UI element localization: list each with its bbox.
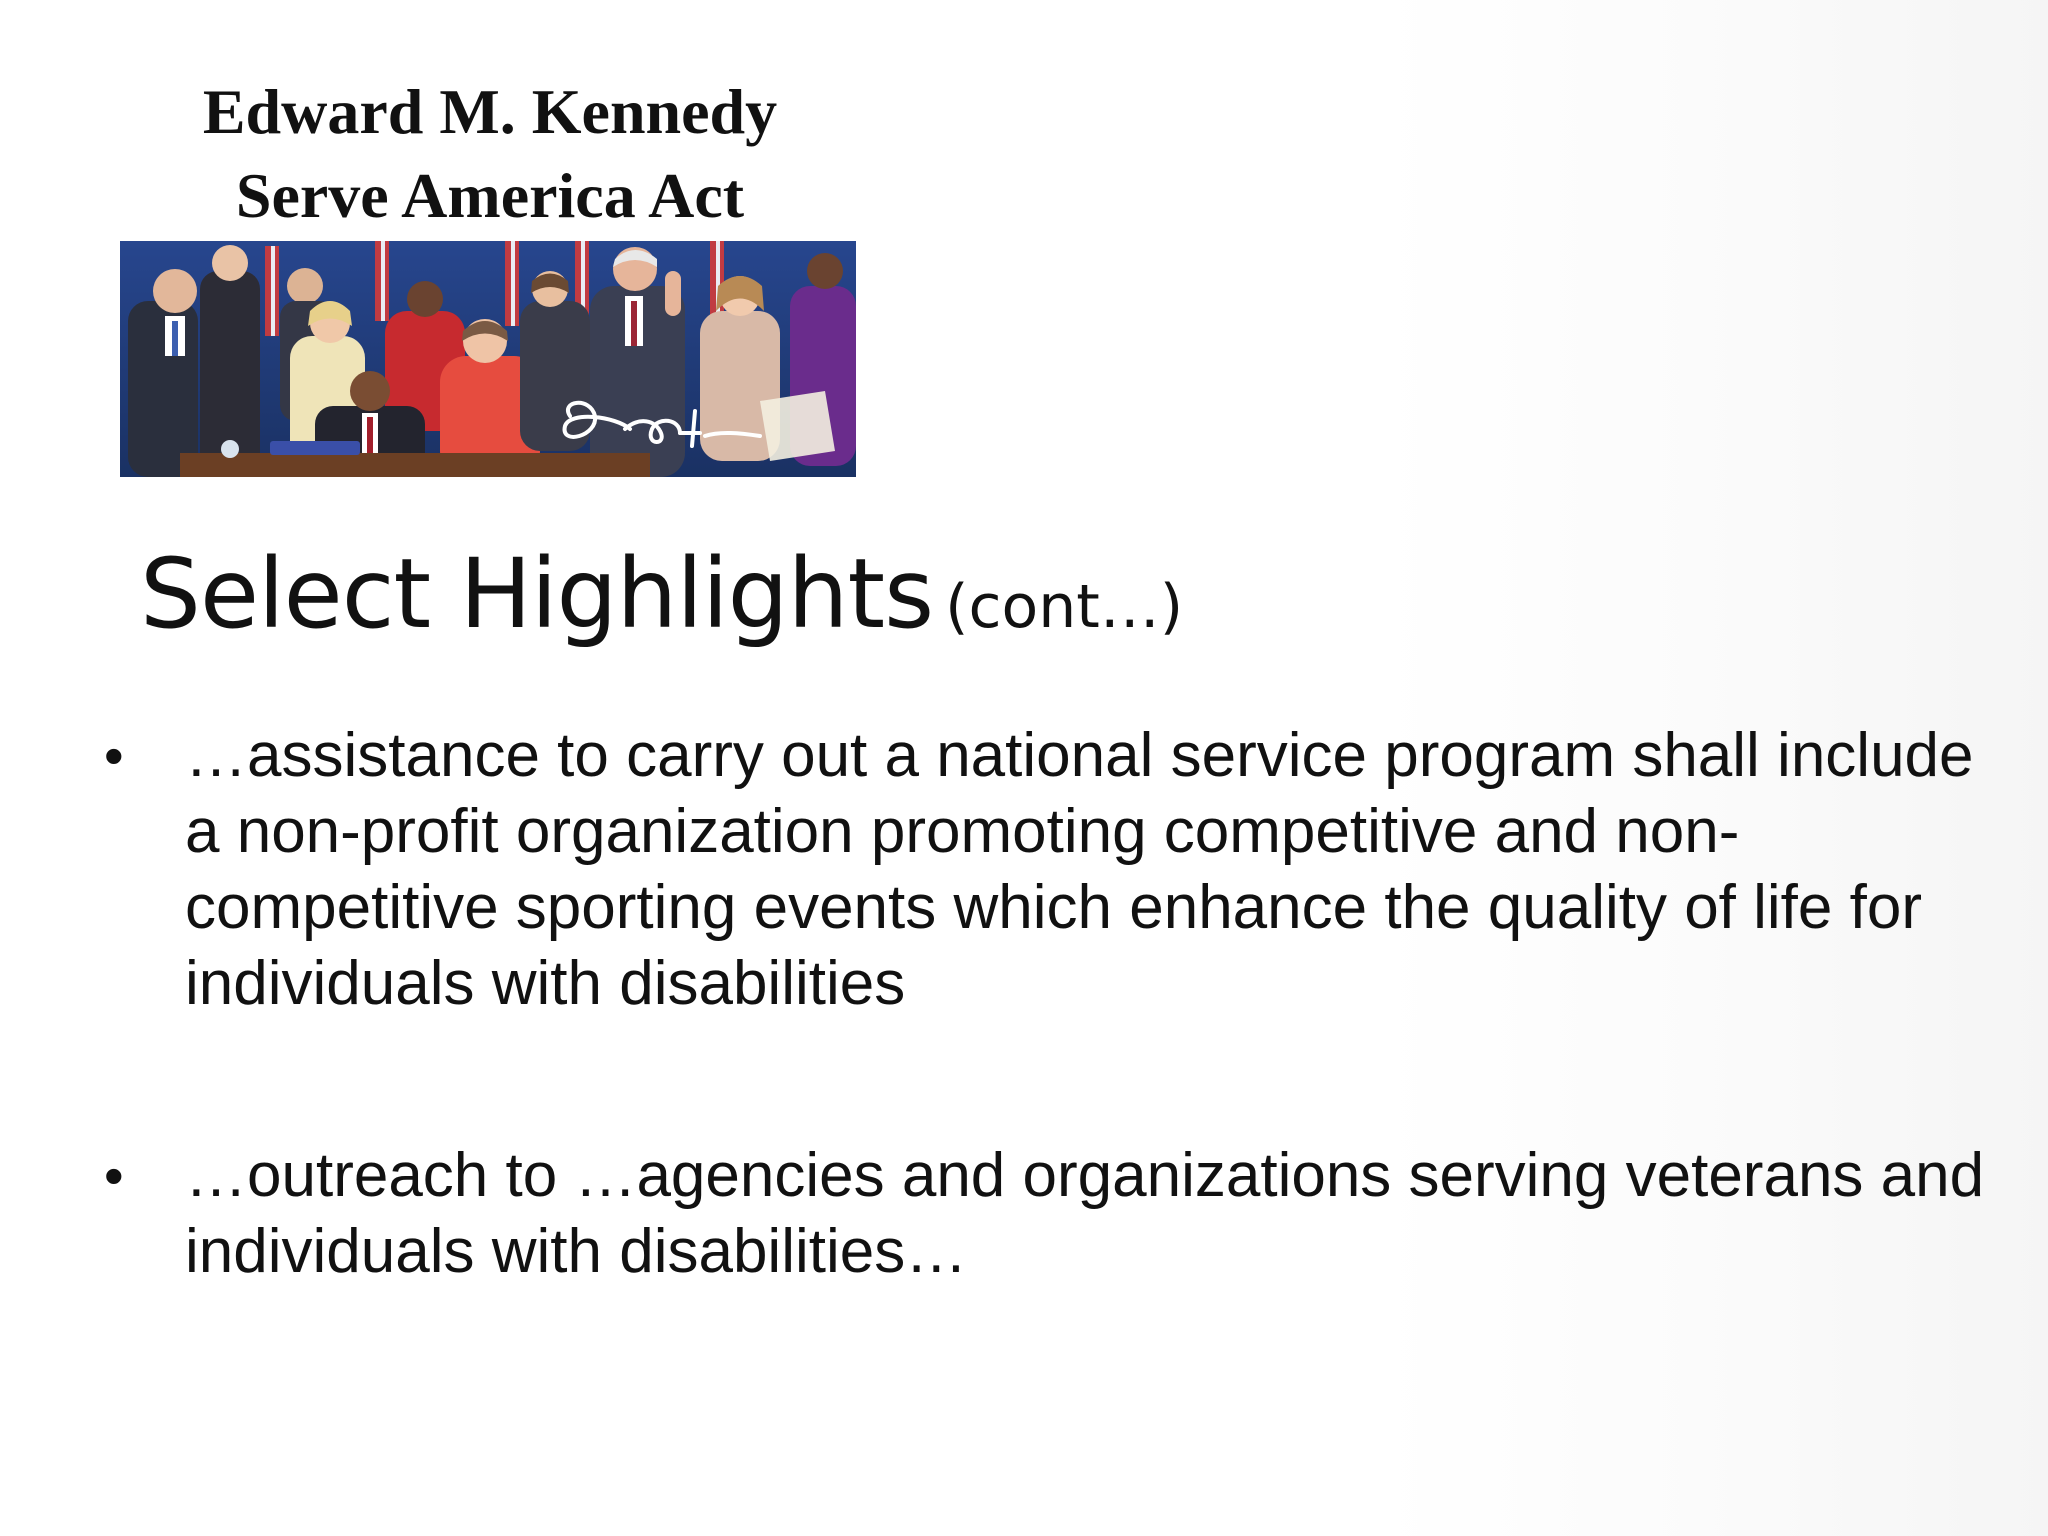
bullet-text-2: …outreach to …agencies and organizations serving veterans and individuals with disabilities… (185, 1141, 1985, 1286)
section-heading (140, 538, 1183, 650)
bullet-item-1 (100, 718, 2000, 1022)
header-title-line-1: Edward M. Kennedy (202, 76, 778, 147)
bullet-list (100, 718, 2000, 1290)
signing-ceremony-image (120, 241, 856, 477)
section-heading-main: Select Highlights (140, 538, 934, 650)
signing-ceremony-photo (120, 241, 856, 477)
bullet-marker: • (104, 724, 124, 787)
bullet-text-1: …assistance to carry out a national service program shall include a non-profit organization promoting competitive and non-competitive sporting events which enhance the quality of life for individuals with disabilities (185, 721, 1974, 1018)
bullet-item-2 (100, 1138, 2000, 1290)
section-heading-suffix: (cont…) (945, 572, 1184, 642)
bullet-marker: • (104, 1144, 124, 1207)
header-title (120, 70, 860, 238)
header-title-line-2: Serve America Act (235, 160, 745, 231)
